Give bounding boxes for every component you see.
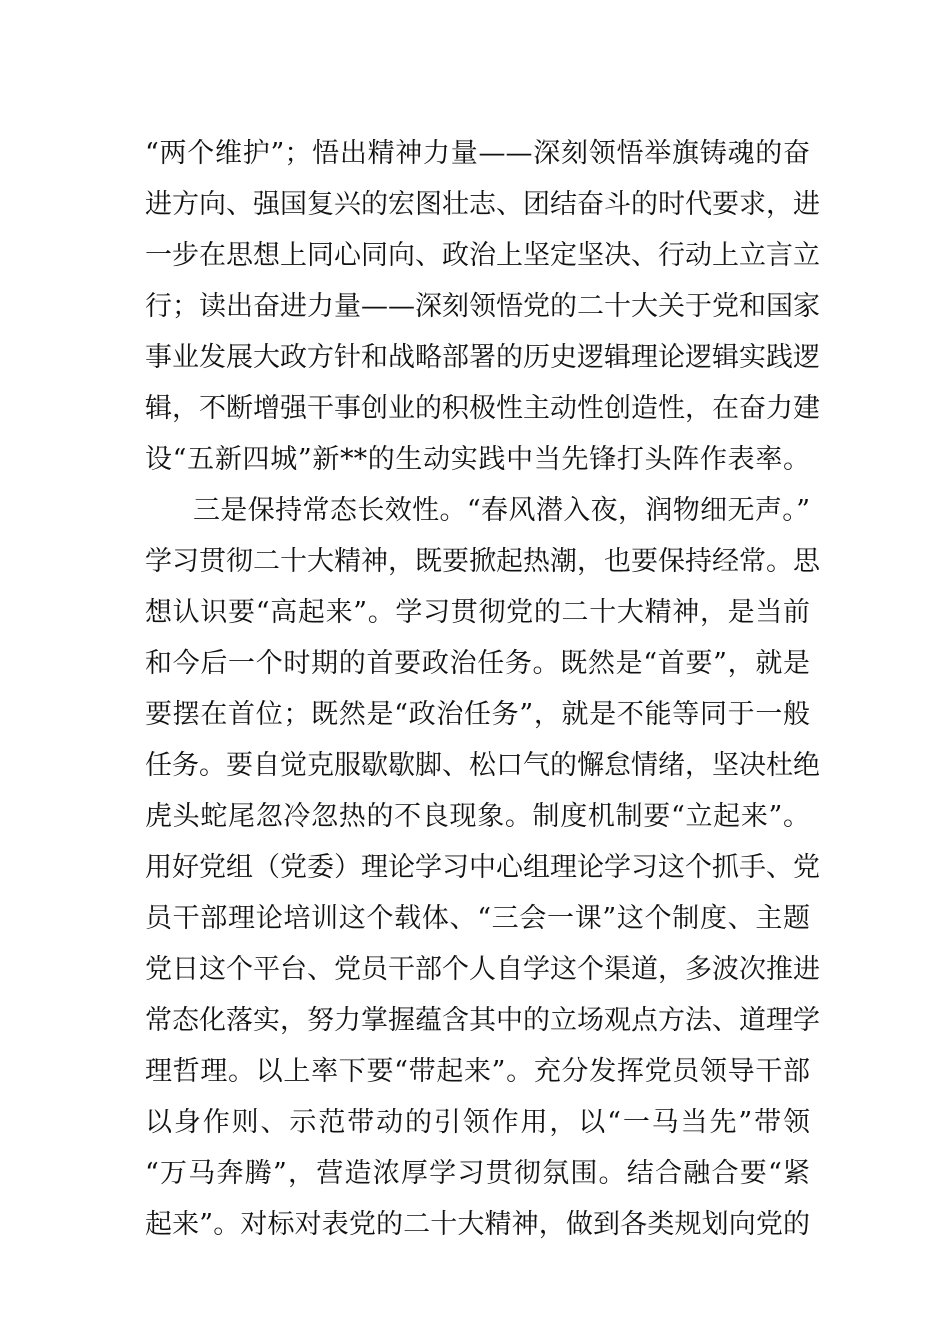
paragraph-line: 一步在思想上同心同向、政治上坚定坚决、行动上立言立 [145,240,820,271]
paragraph-line: 行；读出奋进力量——深刻领悟党的二十大关于党和国家 [145,291,820,322]
paragraph-line: 学习贯彻二十大精神，既要掀起热潮，也要保持经常。思 [145,546,820,577]
paragraph-line: 设“五新四城”新**的生动实践中当先锋打头阵作表率。 [145,444,810,475]
paragraph-line: 以身作则、示范带动的引领作用，以“一马当先”带领 [145,1107,810,1138]
paragraph-line: 常态化落实，努力掌握蕴含其中的立场观点方法、道理学 [145,1005,820,1036]
paragraph-line: 虎头蛇尾忽冷忽热的不良现象。制度机制要“立起来”。 [145,801,810,832]
paragraph-line: 事业发展大政方针和战略部署的历史逻辑理论逻辑实践逻 [145,342,820,373]
paragraph-line: 任务。要自觉克服歇歇脚、松口气的懈怠情绪，坚决杜绝 [145,750,820,781]
paragraph-line: 理哲理。以上率下要“带起来”。充分发挥党员领导干部 [145,1056,810,1087]
paragraph-line: 和今后一个时期的首要政治任务。既然是“首要”，就是 [145,648,810,679]
document-body [145,128,820,1250]
paragraph-line: 党日这个平台、党员干部个人自学这个渠道，多波次推进 [145,954,820,985]
paragraph-line: 起来”。对标对表党的二十大精神，做到各类规划向党的 [145,1209,810,1240]
paragraph-line: 用好党组（党委）理论学习中心组理论学习这个抓手、党 [145,852,820,883]
paragraph-line: “两个维护”；悟出精神力量——深刻领悟举旗铸魂的奋 [145,138,810,169]
paragraph-line: 员干部理论培训这个载体、“三会一课”这个制度、主题 [145,903,810,934]
paragraph-line: “万马奔腾”，营造浓厚学习贯彻氛围。结合融合要“紧 [145,1158,810,1189]
paragraph-line: 辑，不断增强干事创业的积极性主动性创造性，在奋力建 [145,393,820,424]
paragraph-line: 要摆在首位；既然是“政治任务”，就是不能等同于一般 [145,699,810,730]
paragraph-line: 三是保持常态长效性。“春风潜入夜，润物细无声。” [193,495,810,526]
paragraph-line: 进方向、强国复兴的宏图壮志、团结奋斗的时代要求，进 [145,189,820,220]
paragraph-line: 想认识要“高起来”。学习贯彻党的二十大精神，是当前 [145,597,810,628]
